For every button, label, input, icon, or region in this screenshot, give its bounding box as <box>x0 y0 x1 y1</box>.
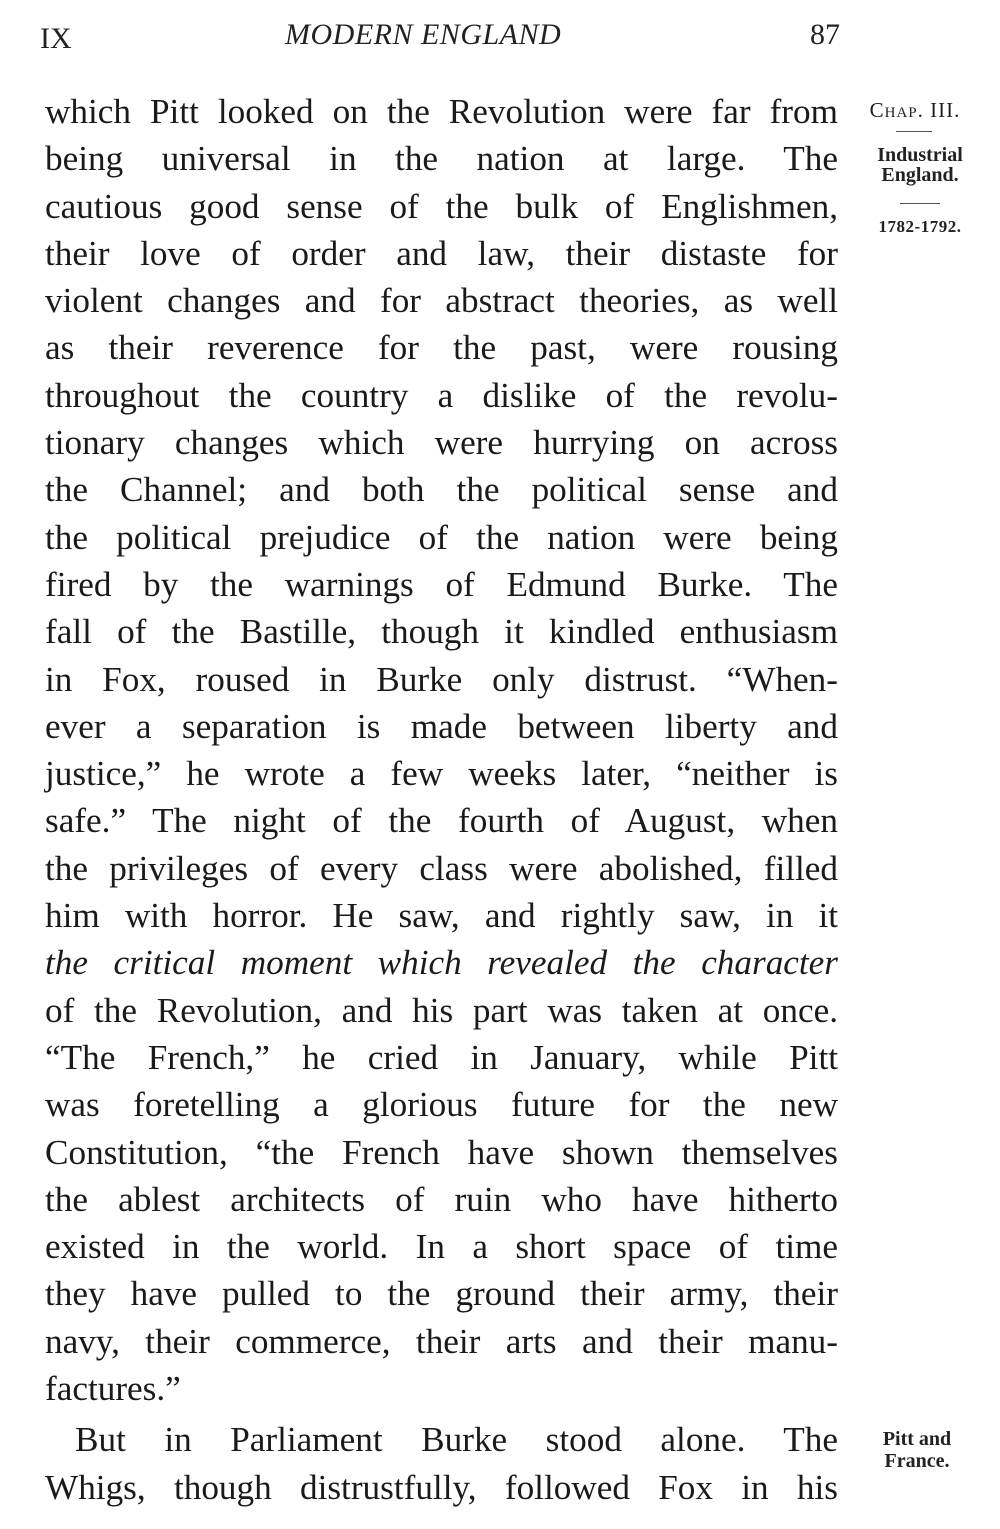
text-line: cautious good sense of the bulk of Englishmen, <box>45 186 838 226</box>
body-text <box>45 88 838 1511</box>
sidenote-rule <box>896 131 932 132</box>
text-line: of the Revolution, and his part was taken at once. <box>45 990 838 1030</box>
text-line: ever a separation is made between liberty and <box>45 706 838 746</box>
sidenote-rule <box>900 203 940 204</box>
text-line: throughout the country a dislike of the revolu- <box>45 375 838 415</box>
text-line: “The French,” he cried in January, while Pitt <box>45 1037 838 1077</box>
text-line: Constitution, “the French have shown themselves <box>45 1132 838 1172</box>
text-line: justice,” he wrote a few weeks later, “neither is <box>45 754 838 794</box>
text-line: the political prejudice of the nation were being <box>45 517 838 557</box>
text-line: him with horror. He saw, and rightly saw, in it <box>45 896 838 936</box>
running-head <box>40 18 840 58</box>
text-line: existed in the world. In a short space of time <box>45 1227 838 1267</box>
text-line: which Pitt looked on the Revolution were far from <box>45 92 838 131</box>
sidenote-section: Industrial England. <box>877 144 963 186</box>
text-line: tionary changes which were hurrying on across <box>45 423 838 463</box>
text-line: navy, their commerce, their arts and their manu- <box>45 1321 838 1361</box>
text-line: fired by the warnings of Edmund Burke. The <box>45 564 838 604</box>
text-line: was foretelling a glorious future for the new <box>45 1085 838 1125</box>
text-line: Whigs, though distrustfully, followed Fox in his <box>45 1467 838 1507</box>
text-line: as their reverence for the past, were rousing <box>45 328 838 368</box>
text-line: the Channel; and both the political sense and <box>45 470 838 510</box>
sidenote-chapter: Chap. III. <box>869 98 961 122</box>
sidenote-years: 1782-1792. <box>878 217 962 236</box>
text-line: the privileges of every class were abolished, filled <box>45 848 838 888</box>
text-line: they have pulled to the ground their army, their <box>45 1274 838 1314</box>
text-line: factures.” <box>45 1369 181 1409</box>
text-line: violent changes and for abstract theories, as well <box>45 281 838 321</box>
text-line: being universal in the nation at large. The <box>45 139 838 179</box>
text-line: safe.” The night of the fourth of August, when <box>45 801 838 841</box>
text-line: the ablest architects of ruin who have hitherto <box>45 1179 838 1219</box>
text-line: in Fox, roused in Burke only distrust. “When- <box>45 659 838 699</box>
running-title: MODERN ENGLAND <box>285 18 562 51</box>
page-number: 87 <box>810 18 840 51</box>
text-line: fall of the Bastille, though it kindled enthusiasm <box>45 612 838 652</box>
chapter-number: IX <box>40 22 72 55</box>
sidenote-pitt-france: Pitt and France. <box>882 1428 952 1472</box>
text-line: the critical moment which revealed the character <box>45 943 838 983</box>
text-line: their love of order and law, their distaste for <box>45 233 838 273</box>
text-line: But in Parliament Burke stood alone. The <box>75 1420 838 1460</box>
